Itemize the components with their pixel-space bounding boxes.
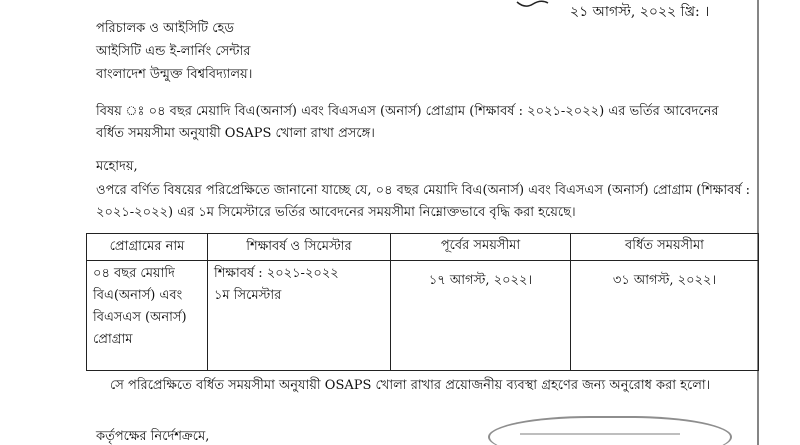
deadline-table [86, 233, 759, 371]
sender-organization: বাংলাদেশ উন্মুক্ত বিশ্ববিদ্যালয়। [96, 67, 253, 82]
letter-subject: বিষয় ঃ ০৪ বছর মেয়াদি বিএ(অনার্স) এবং বিএসএস (অনার্স) প্রোগ্রাম (শিক্ষাবর্ষ : ২০২১-২০২২) এর ভর্তির আবেদনের বর্ধিত সময়সীমা অনুযায়ী OSAPS খোলা রাখা প্রসঙ্গে। [96, 104, 719, 141]
cell-session: শিক্ষাবর্ষ : ২০২১-২০২২ [214, 266, 339, 281]
letter-body: ওপরে বর্ণিত বিষয়ের পরিপ্রেক্ষিতে জানানো যাচ্ছে যে, ০৪ বছর মেয়াদি বিএ(অনার্স) এবং বিএসএস (অনার্স) প্রোগ্রাম (শিক্ষাবর্ষ : ২০২১-২০২২) এর ১ম সিমেস্টারে ভর্তির আবেদনের সময়সীমা নিম্নোক্তভাবে বৃদ্ধি করা হয়েছে। [96, 183, 751, 220]
previous-deadline-value: ১৭ আগস্ট, ২০২২। [428, 273, 533, 288]
extended-deadline-value: ৩১ আগস্ট, ২০২২। [612, 273, 717, 288]
handwritten-mark [515, 0, 550, 10]
signoff: কর্তৃপক্ষের নির্দেশক্রমে, [96, 429, 210, 444]
cell-semester: ১ম সিমেস্টার [214, 288, 282, 303]
sender-title: পরিচালক ও আইসিটি হেড [96, 21, 234, 36]
official-seal [488, 416, 732, 445]
cell-session-semester [208, 261, 391, 371]
salutation: মহোদয়, [96, 159, 138, 174]
closing-request: সে পরিপ্রেক্ষিতে বর্ধিত সময়সীমা অনুযায়ী OSAPS খোলা রাখার প্রয়োজনীয় ব্যবস্থা গ্রহণের জন্য অনুরোধ করা হলো। [110, 378, 711, 393]
table-header-row [87, 234, 759, 261]
seal-line [520, 433, 680, 435]
page-edge-line [757, 0, 759, 445]
cell-program-name: ০৪ বছর মেয়াদি বিএ(অনার্স) এবং বিএসএস (অনার্স) প্রোগ্রাম [87, 261, 208, 371]
header-extended-deadline: বর্ধিত সময়সীমা [571, 234, 759, 261]
header-previous-deadline: পূর্বের সময়সীমা [391, 234, 571, 261]
header-session-semester: শিক্ষাবর্ষ ও সিমেস্টার [208, 234, 391, 261]
table-row [87, 261, 759, 371]
header-program-name: প্রোগ্রামের নাম [87, 234, 208, 261]
cell-previous-deadline [391, 261, 571, 371]
sender-department: আইসিটি এন্ড ই-লার্নিং সেন্টার [96, 44, 251, 59]
letter-date: ২১ আগস্ট, ২০২২ খ্রি: । [570, 4, 710, 20]
cell-extended-deadline [571, 261, 759, 371]
